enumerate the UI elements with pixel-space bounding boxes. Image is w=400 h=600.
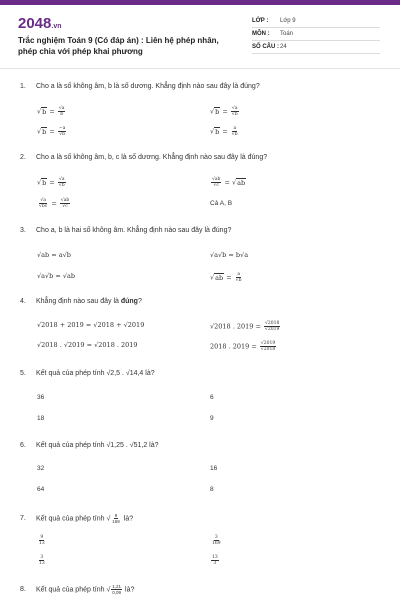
option-b[interactable]: √b = $\frac{√a}{√b}$ [210, 106, 238, 117]
option-c[interactable]: √a√b = √ab [37, 272, 76, 280]
logo-main: 2048 [18, 15, 52, 32]
option-b[interactable]: √a√b = b√a [210, 251, 249, 259]
option-d[interactable]: √b = $\frac{a}{√b}$ [210, 126, 238, 137]
option-a[interactable]: √2018 + 2019 = √2018 + √2019 [37, 321, 145, 329]
option-b[interactable]: $\frac{√ab}{√c}$ = √ab [212, 177, 246, 188]
logo-suffix: .vn [51, 23, 62, 30]
option-a[interactable]: √b = $\frac{√a}{b}$ [37, 106, 65, 117]
option-a[interactable]: $\frac{9}{13}$ [39, 535, 45, 546]
site-logo[interactable] [18, 15, 62, 32]
option-a[interactable]: 36 [37, 394, 45, 401]
option-b[interactable]: 6 [210, 394, 214, 401]
meta-value: 24 [280, 44, 287, 50]
option-a[interactable]: √ab = a√b [37, 251, 71, 259]
meta-key: LỚP : [252, 18, 269, 24]
option-d[interactable]: 9 [210, 415, 214, 422]
option-b[interactable]: √2018 . 2019 = $\frac{√2018}{√2019}$ [210, 321, 280, 332]
option-c[interactable]: √b = $\frac{-a}{√b}$ [37, 126, 66, 137]
meta-value: Toán [280, 31, 294, 37]
option-d[interactable]: 8 [210, 486, 214, 493]
option-c[interactable]: 64 [37, 486, 45, 493]
question-text: 4. Khẳng định nào sau đây là đúng? [20, 298, 142, 305]
meta-key: MÔN : [252, 31, 270, 37]
option-d[interactable]: 2018 . 2019 = $\frac{√2019}{√2018}$ [210, 341, 276, 352]
option-a[interactable]: 32 [37, 465, 45, 472]
option-a[interactable]: √b = $\frac{√a}{√b}$ [37, 177, 65, 188]
option-b[interactable]: 16 [210, 465, 218, 472]
document-title: Trắc nghiệm Toán 9 (Có đáp án) : Liên hệ phép nhân, phép chia với phép khai phương [18, 36, 219, 56]
question-text: 8. Kết quả của phép tính √ $\frac{1,21}{0,09}$ là? [20, 584, 135, 595]
meta-row-subject [252, 28, 380, 41]
option-d[interactable]: $\frac{13}{3}$ [212, 555, 218, 566]
header-divider [0, 68, 400, 69]
meta-row-count [252, 41, 380, 54]
meta-key: SỐ CÂU : [252, 44, 279, 50]
option-d[interactable]: Cả A, B [210, 200, 233, 207]
option-b[interactable]: $\frac{3}{169}$ [212, 535, 221, 546]
question-text: 5. Kết quả của phép tính √2,5 . √14,4 là? [20, 370, 155, 377]
option-c[interactable]: √2018 . √2019 = √2018 . 2019 [37, 341, 138, 349]
option-c[interactable]: $\frac{3}{13}$ [39, 555, 45, 566]
question-text: 6. Kết quả của phép tính √1,25 . √51,2 là? [20, 442, 159, 449]
meta-row-class [252, 15, 380, 28]
header [0, 5, 400, 65]
meta-table [252, 15, 380, 54]
option-c[interactable]: 18 [37, 415, 45, 422]
question-text: 3. Cho a, b là hai số không âm. Khẳng định nào sau đây là đúng? [20, 227, 232, 234]
question-text: 1. Cho a là số không âm, b là số dương. Khẳng định nào sau đây là đúng? [20, 83, 260, 90]
option-d[interactable]: √ab = $\frac{a}{√b}$ [210, 272, 242, 283]
question-text: 2. Cho a là số không âm, b, c là số dương. Khẳng định nào sau đây là đúng? [20, 154, 268, 161]
question-text: 7. Kết quả của phép tính √ $\frac{9}{169}$ là? [20, 513, 134, 524]
option-c[interactable]: $\frac{√a}{√bc}$ = $\frac{√ab}{√c}$ [39, 198, 70, 209]
meta-value: Lớp 9 [280, 18, 296, 24]
